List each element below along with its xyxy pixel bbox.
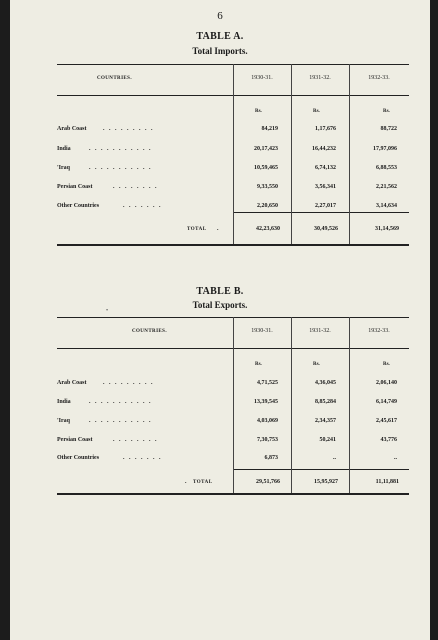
leader-dots: ........... xyxy=(89,146,155,152)
leader-dots: . xyxy=(185,479,191,485)
table-a-cell: 1,17,676 xyxy=(315,126,336,132)
table-a-col-divider-3 xyxy=(349,64,350,244)
table-a-cell: 2,21,562 xyxy=(376,184,397,190)
table-a-cell: 6,88,553 xyxy=(376,165,397,171)
table-a-cell: 9,33,550 xyxy=(257,184,278,190)
table-b-country-label: Other Countries xyxy=(57,455,100,461)
table-b-title: TABLE B. xyxy=(196,286,244,297)
table-b-country-label: Persian Coast xyxy=(57,437,93,443)
table-a-unit: Rs. xyxy=(255,109,262,114)
table-a-bottom-rule xyxy=(57,244,409,246)
leader-dots: ........ xyxy=(113,184,161,190)
table-a-cell: 16,44,232 xyxy=(312,146,336,152)
table-a-cell: 20,17,423 xyxy=(254,146,278,152)
table-a-country-label: Other Countries xyxy=(57,203,100,209)
table-a-country-label: 'Iraq xyxy=(57,165,71,171)
table-b-cell: 7,30,753 xyxy=(257,437,278,443)
table-a-cell: 2,20,650 xyxy=(257,203,278,209)
table-b-cell: .. xyxy=(394,455,397,461)
leader-dots: ....... xyxy=(123,455,165,461)
table-b-year-header: 1930-31. xyxy=(251,328,273,334)
table-b-col-divider-2 xyxy=(291,317,292,493)
table-b-cell: .. xyxy=(333,455,336,461)
table-b-cell: 6,873 xyxy=(264,455,278,461)
table-b-countries-header: COUNTRIES. xyxy=(132,329,167,334)
table-a-col-divider-1 xyxy=(233,64,234,244)
table-b-total: 11,11,881 xyxy=(375,479,399,485)
table-a-total: 42,23,630 xyxy=(256,226,280,232)
table-a-country-label: Persian Coast xyxy=(57,184,93,190)
table-b-unit: Rs. xyxy=(383,362,390,367)
table-a-cell: 84,219 xyxy=(261,126,278,132)
table-b-year-header: 1931-32. xyxy=(309,328,331,334)
table-b-cell: 4,36,045 xyxy=(315,380,336,386)
table-a-subtitle: Total Imports. xyxy=(192,46,248,56)
table-a-year-header: 1931-32. xyxy=(309,75,331,81)
table-b-country-label: 'Iraq xyxy=(57,418,71,424)
table-b-total-label: TOTAL xyxy=(193,480,213,485)
table-b-subtitle: Total Exports. xyxy=(192,300,248,310)
table-a xyxy=(57,64,409,246)
leader-dots: . xyxy=(217,226,223,232)
table-a-total-rule xyxy=(233,212,409,213)
table-b-unit: Rs. xyxy=(255,362,262,367)
table-b-cell: 2,34,357 xyxy=(315,418,336,424)
table-a-country-label: India xyxy=(57,146,71,152)
table-a-unit: Rs. xyxy=(313,109,320,114)
table-a-unit: Rs. xyxy=(383,109,390,114)
table-b-col-divider-3 xyxy=(349,317,350,493)
table-b-cell: 4,03,069 xyxy=(257,418,278,424)
table-b-bottom-rule xyxy=(57,493,409,495)
leader-dots: ........... xyxy=(89,399,155,405)
table-a-cell: 88,722 xyxy=(380,126,397,132)
table-b-cell: 2,06,140 xyxy=(376,380,397,386)
leader-dots: ......... xyxy=(103,380,157,386)
table-a-year-header: 1930-31. xyxy=(251,75,273,81)
table-b-total: 15,95,927 xyxy=(314,479,338,485)
table-b-cell: 43,776 xyxy=(380,437,397,443)
table-a-cell: 2,27,017 xyxy=(315,203,336,209)
table-b-cell: 6,14,749 xyxy=(376,399,397,405)
table-b xyxy=(57,317,409,495)
table-b-cell: 50,241 xyxy=(319,437,336,443)
table-a-year-header: 1932-33. xyxy=(368,75,390,81)
table-b-unit: Rs. xyxy=(313,362,320,367)
table-b-cell: 13,39,545 xyxy=(254,399,278,405)
table-b-col-divider-1 xyxy=(233,317,234,493)
table-b-year-header: 1932-33. xyxy=(368,328,390,334)
table-b-cell: 8,85,284 xyxy=(315,399,336,405)
table-b-cell: 4,71,525 xyxy=(257,380,278,386)
table-a-cell: 6,74,132 xyxy=(315,165,336,171)
leader-dots: ........... xyxy=(89,418,155,424)
leader-dots: ......... xyxy=(103,126,157,132)
table-a-cell: 3,14,634 xyxy=(376,203,397,209)
table-b-total-rule xyxy=(233,469,409,470)
page-number: 6 xyxy=(217,10,223,22)
table-a-cell: 17,97,096 xyxy=(373,146,397,152)
table-b-country-label: Arab Coast xyxy=(57,380,87,386)
table-b-total: 29,51,766 xyxy=(256,479,280,485)
table-b-cell: 2,45,617 xyxy=(376,418,397,424)
table-a-total: 30,49,526 xyxy=(314,226,338,232)
leader-dots: ....... xyxy=(123,203,165,209)
leader-dots: ........ xyxy=(113,437,161,443)
ink-speck: • xyxy=(106,308,109,314)
table-a-title: TABLE A. xyxy=(196,31,244,42)
table-a-cell: 10,59,465 xyxy=(254,165,278,171)
table-a-cell: 3,56,341 xyxy=(315,184,336,190)
table-a-country-label: Arab Coast xyxy=(57,126,87,132)
table-a-countries-header: COUNTRIES. xyxy=(97,76,132,81)
table-a-total-label: TOTAL xyxy=(187,227,207,232)
leader-dots: ........... xyxy=(89,165,155,171)
table-a-total: 31,14,569 xyxy=(375,226,399,232)
document-page xyxy=(10,0,430,640)
table-b-country-label: India xyxy=(57,399,71,405)
table-a-col-divider-2 xyxy=(291,64,292,244)
